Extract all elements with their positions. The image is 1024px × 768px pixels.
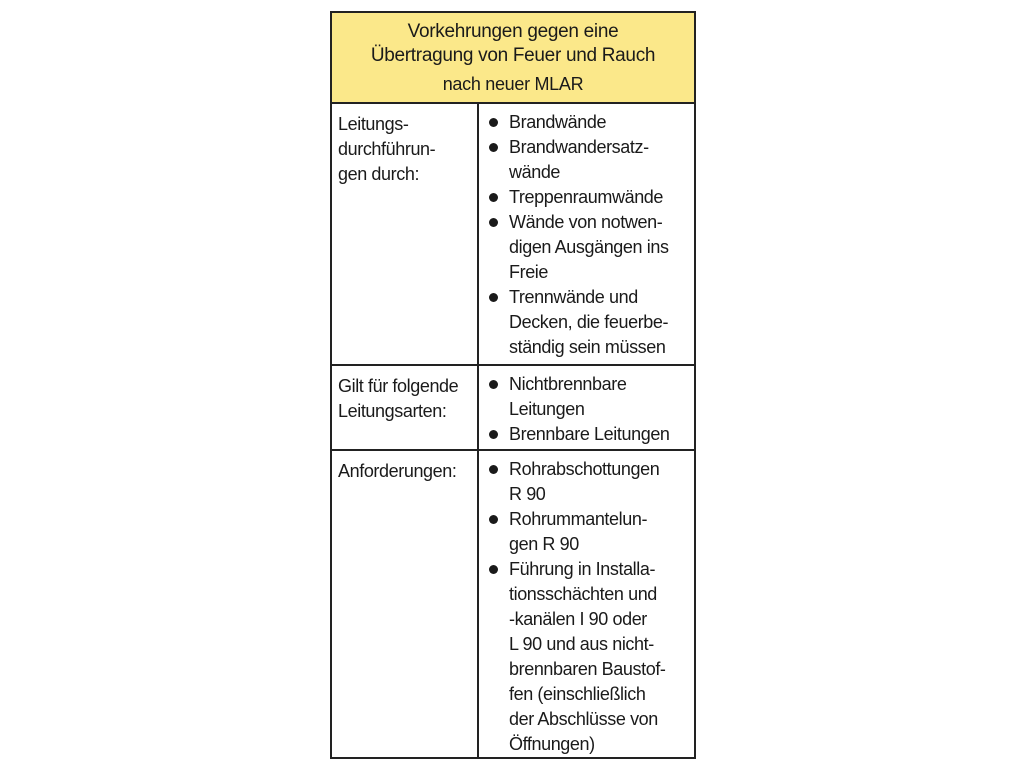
list-item: [487, 285, 690, 360]
header-subtitle: nach neuer MLAR: [442, 74, 584, 94]
list-item-text: R 90: [509, 484, 546, 505]
list-item: [487, 185, 690, 210]
list-item-text: der Abschlüsse von: [509, 709, 658, 730]
table-row-leitungsdurchfuehrungen: [332, 104, 694, 364]
list-item-text: brennbaren Baustof-: [509, 659, 666, 680]
list-item-text: Brandwände: [509, 111, 607, 132]
list-item-text: wände: [509, 161, 561, 182]
row-label-line: Gilt für folgende: [338, 376, 459, 397]
list-item-text: Wände von notwen-: [509, 211, 663, 232]
list-item-text: tionsschächten und: [509, 584, 657, 605]
list-item-text: gen R 90: [509, 534, 579, 555]
list-item-text: Decken, die feuerbe-: [509, 311, 669, 332]
list-item-text: fen (einschließlich: [509, 684, 646, 705]
table-row-leitungsarten: [332, 364, 694, 449]
list-item: [487, 110, 690, 135]
row-label-line: Leitungsarten:: [338, 401, 447, 422]
list-item: [487, 507, 690, 557]
list-item-text: Führung in Installa-: [509, 559, 656, 580]
bullet-icon: [489, 218, 498, 227]
list-item-text: digen Ausgängen ins: [509, 236, 669, 257]
row-label: [332, 451, 479, 757]
bullet-icon: [489, 193, 498, 202]
mlar-table: [330, 11, 696, 759]
bullet-icon: [489, 293, 498, 302]
row-label-line: Leitungs-: [338, 113, 409, 134]
list-item: [487, 457, 690, 507]
table-header: [332, 13, 694, 104]
list-item-text: Trennwände und: [509, 286, 638, 307]
row-label-line: Anforderungen:: [338, 461, 457, 482]
bullet-icon: [489, 565, 498, 574]
row-content: [479, 366, 694, 449]
list-item-text: Rohrabschottungen: [509, 459, 660, 480]
bullet-icon: [489, 515, 498, 524]
list-item-text: Brennbare Leitungen: [509, 424, 670, 445]
bullet-icon: [489, 430, 498, 439]
list-item: [487, 135, 690, 185]
table-row-anforderungen: [332, 449, 694, 757]
bullet-icon: [489, 143, 498, 152]
list-item-text: Treppenraumwände: [509, 186, 664, 207]
row-label-line: durchführun-: [338, 138, 436, 159]
list-item: [487, 372, 690, 422]
list-item-text: Brandwandersatz-: [509, 136, 649, 157]
list-item: [487, 210, 690, 285]
bullet-list: [487, 457, 690, 757]
header-title-line-1: Vorkehrungen gegen eine: [407, 21, 619, 42]
list-item: [487, 557, 690, 757]
row-label: [332, 104, 479, 364]
bullet-list: [487, 372, 690, 447]
list-item-text: Leitungen: [509, 399, 585, 420]
list-item-text: ständig sein müssen: [509, 336, 666, 357]
bullet-icon: [489, 118, 498, 127]
list-item-text: Öffnungen): [509, 734, 595, 755]
row-label-line: gen durch:: [338, 163, 420, 184]
bullet-list: [487, 110, 690, 360]
list-item-text: Nichtbrennbare: [509, 374, 627, 395]
bullet-icon: [489, 465, 498, 474]
bullet-icon: [489, 380, 498, 389]
list-item-text: -kanälen I 90 oder: [509, 609, 647, 630]
row-content: [479, 104, 694, 364]
list-item: [487, 422, 690, 447]
list-item-text: Rohrummantelun-: [509, 509, 648, 530]
list-item-text: L 90 und aus nicht-: [509, 634, 654, 655]
list-item-text: Freie: [509, 261, 549, 282]
header-title-line-2: Übertragung von Feuer und Rauch: [370, 45, 656, 66]
row-label: [332, 366, 479, 449]
row-content: [479, 451, 694, 757]
